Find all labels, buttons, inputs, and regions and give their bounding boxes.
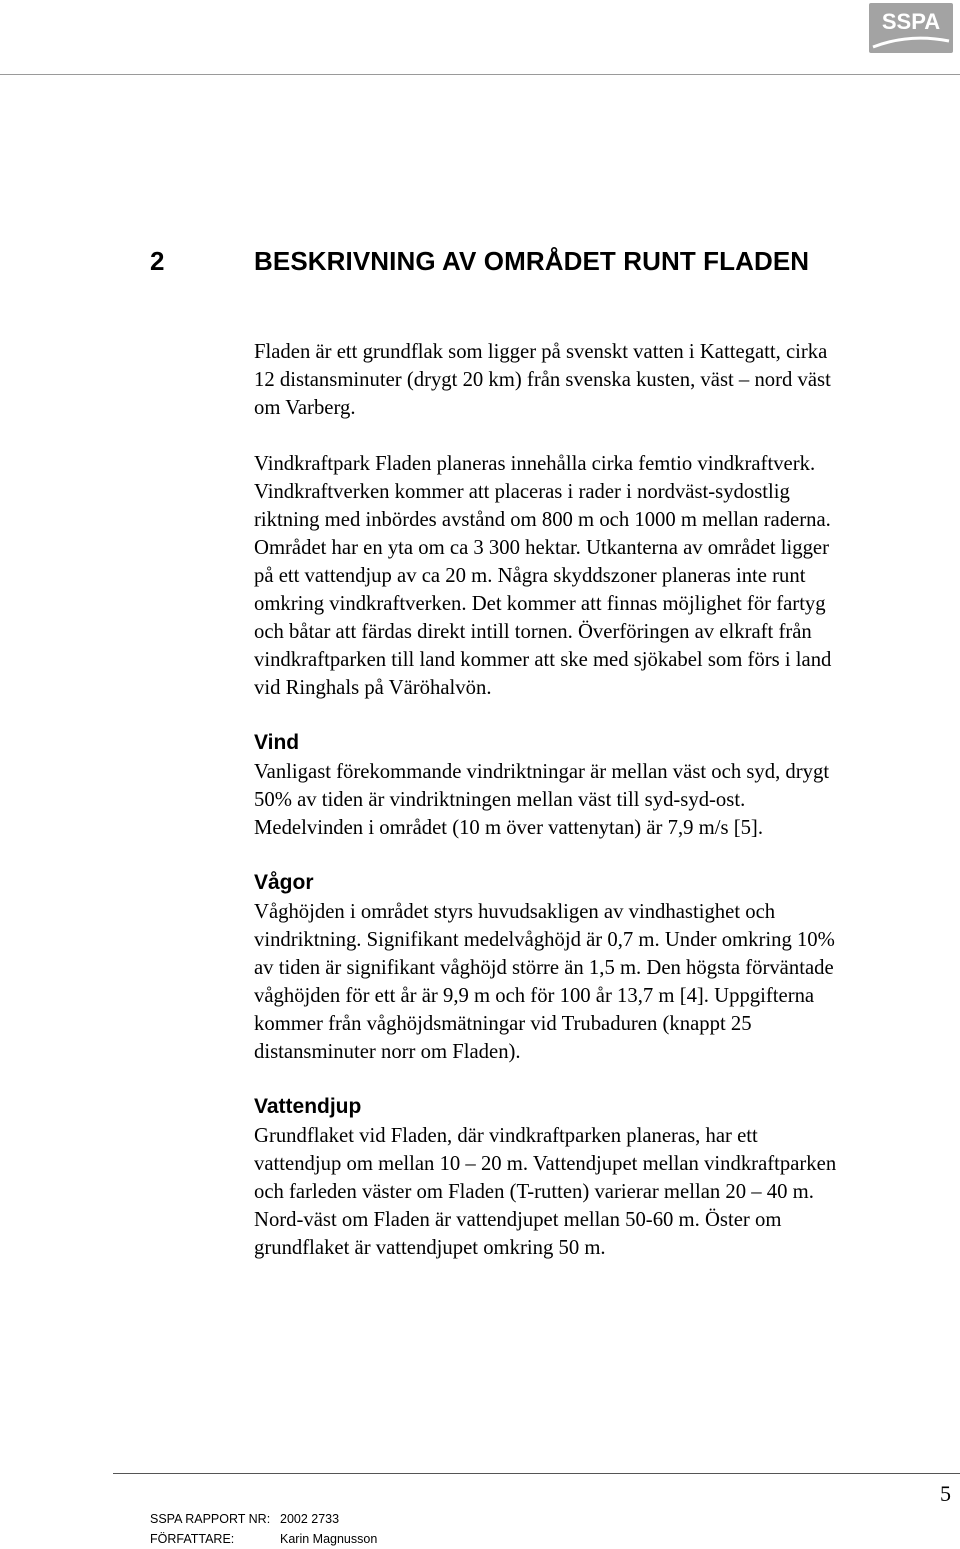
text-line: kommer från våghöjdsmätningar vid Trubaduren (knappt 25 <box>254 1013 752 1035</box>
intro-paragraph-1 <box>254 338 944 422</box>
section-paragraph-vind <box>254 758 944 842</box>
text-line: Våghöjden i området styrs huvudsakligen av vindhastighet och <box>254 901 776 923</box>
text-line: Medelvinden i området (10 m över vattenytan) är 7,9 m/s [5]. <box>254 817 763 839</box>
logo-text: SSPA <box>881 9 941 34</box>
header-divider <box>0 74 960 75</box>
text-line: grundflaket är vattendjupet omkring 50 m. <box>254 1237 606 1259</box>
text-line: 12 distansminuter (drygt 20 km) från svenska kusten, väst – nord väst <box>254 369 831 391</box>
text-line: riktning med inbördes avstånd om 800 m och 1000 m mellan raderna. <box>254 509 831 531</box>
report-number-value: 2002 2733 <box>280 1512 340 1526</box>
text-line: på ett vattendjup av ca 20 m. Några skyddszoner planeras inte runt <box>254 565 806 587</box>
text-line: av tiden är signifikant våghöjd större än 1,5 m. Den högsta förväntade <box>254 957 834 979</box>
page-number: 5 <box>940 1481 951 1506</box>
intro-paragraph-2 <box>254 450 944 702</box>
chapter-title: BESKRIVNING AV OMRÅDET RUNT FLADEN <box>254 246 810 276</box>
text-line: och båtar att färdas direkt intill tornen. Överföringen av elkraft från <box>254 621 812 643</box>
text-line: omkring vindkraftverken. Det kommer att finnas möjlighet för fartyg <box>254 593 826 615</box>
text-line: våghöjden för ett år är 9,9 m och för 100 år 13,7 m [4]. Uppgifterna <box>254 985 815 1007</box>
text-line: om Varberg. <box>254 397 356 419</box>
text-line: Vindkraftpark Fladen planeras innehålla cirka femtio vindkraftverk. <box>254 453 816 475</box>
text-line: vindriktning. Signifikant medelvåghöjd är 0,7 m. Under omkring 10% <box>254 929 835 951</box>
text-line: vid Ringhals på Väröhalvön. <box>254 677 492 699</box>
text-line: vindkraftparken till land kommer att ske med sjökabel som förs i land <box>254 649 832 671</box>
sspa-logo <box>869 3 953 53</box>
author-label: FÖRFATTARE: <box>150 1532 235 1546</box>
text-line: Området har en yta om ca 3 300 hektar. Utkanterna av området ligger <box>254 537 830 559</box>
text-line: Vindkraftverken kommer att placeras i rader i nordväst-sydostlig <box>254 481 790 503</box>
text-line: Vanligast förekommande vindriktningar är mellan väst och syd, drygt <box>254 761 830 783</box>
text-line: och farleden väster om Fladen (T-rutten) varierar mellan 20 – 40 m. <box>254 1181 814 1203</box>
text-line: Fladen är ett grundflak som ligger på svenskt vatten i Kattegatt, cirka <box>254 341 828 363</box>
chapter-number: 2 <box>150 246 165 276</box>
section-heading-vattendjup: Vattendjup <box>254 1095 362 1118</box>
text-line: 50% av tiden är vindriktningen mellan väst till syd-syd-ost. <box>254 789 746 811</box>
section-paragraph-vagor <box>254 898 944 1066</box>
section-paragraph-vattendjup <box>254 1122 944 1262</box>
report-number-label: SSPA RAPPORT NR: <box>150 1512 271 1526</box>
text-line: Grundflaket vid Fladen, där vindkraftparken planeras, har ett <box>254 1125 758 1147</box>
footer-divider <box>113 1473 960 1474</box>
text-line: vattendjup om mellan 10 – 20 m. Vattendjupet mellan vindkraftparken <box>254 1153 837 1175</box>
section-heading-vagor: Vågor <box>254 871 314 894</box>
text-line: distansminuter norr om Fladen). <box>254 1041 521 1063</box>
section-heading-vind: Vind <box>254 731 300 754</box>
author-value: Karin Magnusson <box>280 1532 378 1546</box>
text-line: Nord-väst om Fladen är vattendjupet mellan 50-60 m. Öster om <box>254 1209 782 1231</box>
